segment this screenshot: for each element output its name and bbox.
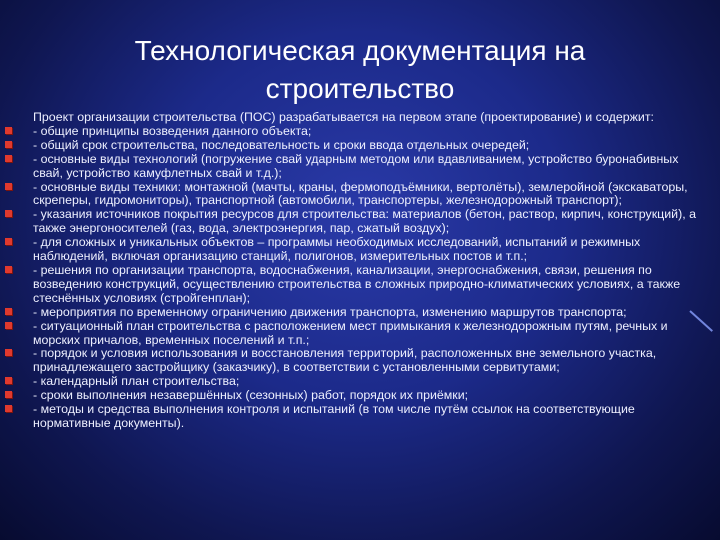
- paragraph-text: Проект организации строительства (ПОС) разрабатывается на первом этапе (проектирование) и содержит:: [33, 110, 654, 124]
- paragraph-text: - решения по организации транспорта, водоснабжения, канализации, энергоснабжения, связи, решения по возведению конструкций, осуществлению строительства в сложных природно-климатических условиях, а также стеснённых условиях (стройгенплан);: [33, 262, 681, 305]
- bullet-icon: [5, 377, 12, 384]
- paragraph-text: - порядок и условия использования и восстановления территорий, расположенных вне земельного участка, принадлежащего застройщику (заказчику), в соответствии с установленными сервитутами;: [33, 346, 657, 375]
- bullet-icon: [5, 322, 12, 329]
- paragraph-text: - сроки выполнения незавершённых (сезонных) работ, порядок их приёмки;: [33, 388, 469, 403]
- content-paragraph: [33, 111, 708, 125]
- content-paragraph: [33, 403, 708, 431]
- paragraph-text: - календарный план строительства;: [33, 374, 240, 389]
- bullet-icon: [5, 210, 12, 217]
- paragraph-text: - для сложных и уникальных объектов – программы необходимых исследований, испытаний и режимных наблюдений, включая организацию станций, полигонов, измерительных постов и т.п.;: [33, 235, 641, 264]
- paragraph-text: - основные виды техники: монтажной (мачты, краны, фермоподъёмники, вертолёты), землеройной (экскаваторы, скреперы, гидромониторы), транспортной (автомобили, транспортеры, железнодорожный транспорт);: [33, 179, 688, 208]
- paragraph-text: - общие принципы возведения данного объекта;: [33, 123, 312, 138]
- bullet-icon: [5, 308, 12, 315]
- paragraph-text: - методы и средства выполнения контроля и испытаний (в том числе путём ссылок на соответствующие нормативные документы).: [33, 402, 635, 430]
- bullet-icon: [5, 349, 12, 356]
- content-paragraph: [33, 264, 708, 306]
- title-line-1: Технологическая документация на: [134, 35, 586, 66]
- bullet-icon: [5, 238, 12, 245]
- content-paragraph: [33, 389, 708, 403]
- content-paragraph: [33, 320, 708, 348]
- content-paragraph: [33, 236, 708, 264]
- paragraph-text: - общий срок строительства, последовательность и сроки ввода отдельных очередей;: [33, 137, 530, 152]
- title-line-2: строительство: [265, 73, 455, 104]
- bullet-icon: [5, 155, 12, 162]
- content-paragraph: [33, 208, 708, 236]
- bullet-icon: [5, 183, 12, 190]
- bullet-icon: [5, 266, 12, 273]
- paragraph-text: - ситуационный план строительства с расположением мест примыкания к железнодорожным путям, речных и морских причалов, временных поселений и т.п.;: [33, 318, 668, 347]
- content-paragraph: [33, 139, 708, 153]
- bullet-icon: [5, 141, 12, 148]
- bullet-icon: [5, 391, 12, 398]
- content-body: [33, 111, 708, 431]
- content-paragraph: [33, 306, 708, 320]
- slide-title: [80, 32, 640, 108]
- paragraph-text: - мероприятия по временному ограничению движения транспорта, изменению маршрутов транспорта;: [33, 304, 627, 319]
- bullet-icon: [5, 127, 12, 134]
- content-paragraph: [33, 375, 708, 389]
- paragraph-text: - основные виды технологий (погружение свай ударным методом или вдавливанием, устройство буронабивных свай, устройство камуфлетных свай и т.д.);: [33, 151, 679, 180]
- content-paragraph: [33, 153, 708, 181]
- paragraph-text: - указания источников покрытия ресурсов для строительства: материалов (бетон, раствор, кирпич, конструкций), а также энергоносителей (газ, вода, электроэнергия, пар, сжатый воздух);: [33, 207, 696, 236]
- content-paragraph: [33, 181, 708, 209]
- content-paragraph: [33, 125, 708, 139]
- content-paragraph: [33, 347, 708, 375]
- bullet-icon: [5, 405, 12, 412]
